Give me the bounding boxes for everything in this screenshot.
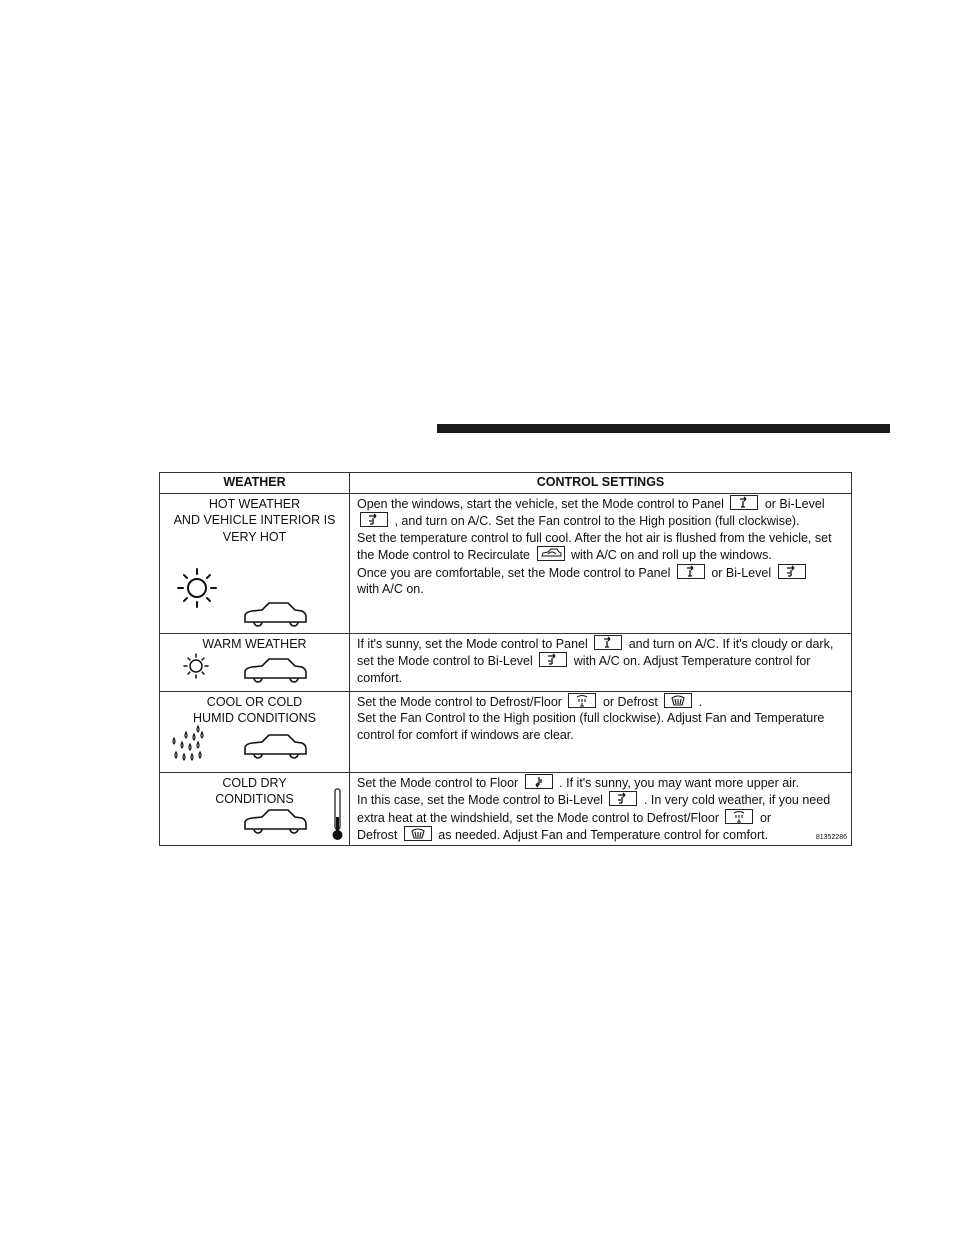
car-icon — [242, 807, 308, 835]
control-settings-header: CONTROL SETTINGS — [350, 473, 852, 494]
table-row — [160, 692, 852, 773]
climate-control-table — [159, 472, 852, 846]
car-icon — [242, 600, 308, 628]
defrost-button-icon — [664, 693, 692, 708]
control-settings-cell: If it's sunny, set the Mode control to Panel and turn on A/C. If it's cloudy or dark, set the Mode control to Bi-Level with A/C on. Adjust Temperature control for comfort. — [350, 634, 852, 692]
weather-cell — [160, 692, 350, 773]
table-row — [160, 494, 852, 634]
weather-label: COLD DRY CONDITIONS — [215, 776, 294, 807]
bi-level-mode-button-icon — [609, 791, 637, 806]
header-row — [160, 473, 852, 494]
raindrops-icon — [168, 724, 210, 766]
defrost-floor-button-icon — [725, 809, 753, 824]
weather-cell — [160, 634, 350, 692]
table-row — [160, 773, 852, 846]
weather-label: HOT WEATHER AND VEHICLE INTERIOR IS VERY HOT — [173, 497, 336, 544]
control-settings-cell: Set the Mode control to Floor . If it's sunny, you may want more upper air. In this case, set the Mode control to Bi-Level . In very cold weather, if you need extra heat at the windshield, set the Mode control to Defrost/Floor or Defrost as needed. Adjust Fan and Temperature control for comfort. 81352286 — [350, 773, 852, 846]
sun-icon — [176, 567, 218, 609]
bi-level-mode-button-icon — [778, 564, 806, 579]
table-row — [160, 634, 852, 692]
control-settings-cell: Set the Mode control to Defrost/Floor or Defrost . Set the Fan Control to the High position (full clockwise). Adjust Fan and Temperature control for comfort if windows are clear. — [350, 692, 852, 773]
control-settings-cell: Open the windows, start the vehicle, set the Mode control to Panel or Bi-Level , and turn on A/C. Set the Fan control to the High position (full clockwise). Set the temperature control to full cool. After the hot air is flushed from the vehicle, set the Mode control to Recirculate with A/C on and roll up the windows. Once you are comfortable, set the Mode control to Panel or Bi-Level with A/C on. — [350, 494, 852, 634]
panel-mode-button-icon — [594, 635, 622, 650]
weather-header: WEATHER — [160, 473, 350, 494]
bi-level-mode-button-icon — [360, 512, 388, 527]
thermometer-icon — [331, 787, 345, 843]
weather-cell — [160, 494, 350, 634]
car-icon — [242, 732, 308, 760]
bi-level-mode-button-icon — [539, 652, 567, 667]
recirculate-button-icon — [537, 546, 565, 561]
weather-cell — [160, 773, 350, 846]
small-sun-icon — [182, 652, 210, 680]
panel-mode-button-icon — [677, 564, 705, 579]
weather-label: COOL OR COLD HUMID CONDITIONS — [193, 695, 316, 726]
weather-label: WARM WEATHER — [202, 637, 307, 651]
figure-code: 81352286 — [815, 833, 847, 841]
floor-mode-button-icon — [525, 774, 553, 789]
defrost-floor-button-icon — [568, 693, 596, 708]
panel-mode-button-icon — [730, 495, 758, 510]
car-icon — [242, 656, 308, 684]
defrost-button-icon — [404, 826, 432, 841]
section-rule — [437, 424, 890, 433]
